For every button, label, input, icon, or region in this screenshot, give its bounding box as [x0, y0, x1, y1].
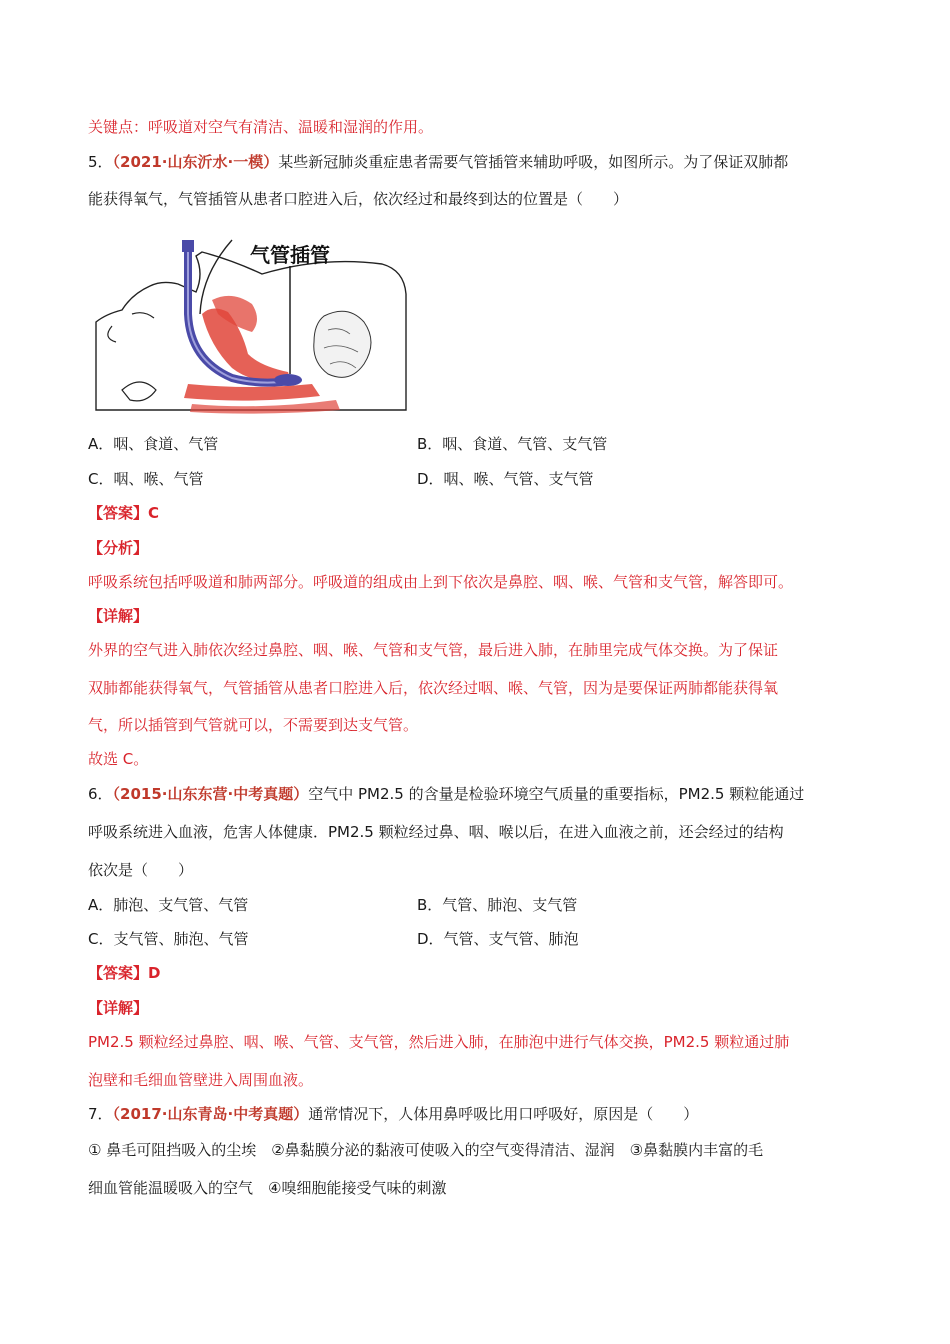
- q6-answer: [88, 963, 160, 983]
- q7-stem-line2: ① 鼻毛可阻挡吸入的尘埃 ②鼻黏膜分泌的黏液可使吸入的空气变得清洁、湿润 ③鼻黏膜内丰富的毛: [88, 1141, 764, 1159]
- q6-option-c: C．支气管、肺泡、气管: [88, 930, 249, 948]
- q5-analysis-text: 呼吸系统包括呼吸道和肺两部分。呼吸道的组成由上到下依次是鼻腔、咽、喉、气管和支气管，解答即可。: [88, 573, 794, 591]
- q7-number: 7．: [88, 1105, 113, 1123]
- q6-source: （2015·山东东营·中考真题）: [112, 785, 309, 803]
- q5-detail-line2: 双肺都能获得氧气，气管插管从患者口腔进入后，依次经过咽、喉、气管，因为是要保证两肺都能获得氧: [88, 679, 779, 697]
- intubation-figure: [92, 234, 408, 416]
- q6-stem-line2: 呼吸系统进入血液，危害人体健康．PM2.5 颗粒经过鼻、咽、喉以后，在进入血液之前，还会经过的结构: [88, 823, 784, 841]
- q7-stem-line3: 细血管能温暖吸入的空气 ④嗅细胞能接受气味的刺激: [88, 1179, 447, 1197]
- q6-detail-line2: 泡壁和毛细血管壁进入周围血液。: [88, 1071, 314, 1089]
- q6-option-d: D．气管、支气管、肺泡: [417, 930, 579, 948]
- q5-option-c: C．咽、喉、气管: [88, 470, 204, 488]
- q5-answer-value: C: [148, 504, 160, 522]
- q7-stem-text1: 通常情况下，人体用鼻呼吸比用口呼吸好，原因是（ ）: [308, 1105, 699, 1123]
- q6-option-a: A．肺泡、支气管、气管: [88, 896, 249, 914]
- q7-source: （2017·山东青岛·中考真题）: [112, 1105, 309, 1123]
- tube-cuff: [274, 374, 302, 386]
- q5-source: （2021·山东沂水·一模）: [112, 153, 279, 171]
- q6-stem-line3: 依次是（ ）: [88, 861, 194, 879]
- q5-stem-line1: [88, 152, 788, 172]
- q7-stem-line1: [88, 1104, 698, 1124]
- q6-detail-line1: PM2.5 颗粒经过鼻腔、咽、喉、气管、支气管，然后进入肺，在肺泡中进行气体交换，PM2.5 颗粒通过肺: [88, 1033, 790, 1051]
- q6-option-b: B．气管、肺泡、支气管: [417, 896, 578, 914]
- q5-analysis-tag: 【分析】: [88, 539, 149, 557]
- q5-stem-line2: 能获得氧气，气管插管从患者口腔进入后，依次经过和最终到达的位置是（ ）: [88, 190, 629, 208]
- q5-conclusion: 故选 C。: [88, 750, 149, 768]
- q6-stem-line1: [88, 784, 804, 804]
- q5-detail-tag: 【详解】: [88, 607, 149, 625]
- q5-answer: [88, 503, 159, 523]
- q6-detail-tag: 【详解】: [88, 999, 149, 1017]
- q5-number: 5．: [88, 153, 113, 171]
- q6-number: 6．: [88, 785, 113, 803]
- q5-option-d: D．咽、喉、气管、支气管: [417, 470, 594, 488]
- q5-option-a: A．咽、食道、气管: [88, 435, 219, 453]
- q6-stem-text1: 空气中 PM2.5 的含量是检验环境空气质量的重要指标，PM2.5 颗粒能通过: [308, 785, 805, 803]
- q6-answer-tag: 【答案】: [88, 964, 149, 982]
- q5-stem-text1: 某些新冠肺炎重症患者需要气管插管来辅助呼吸，如图所示。为了保证双肺都: [278, 153, 789, 171]
- q5-answer-tag: 【答案】: [88, 504, 149, 522]
- q5-detail-line3: 气，所以插管到气管就可以，不需要到达支气管。: [88, 716, 419, 734]
- key-point: 关键点：呼吸道对空气有清洁、温暖和湿润的作用。: [88, 118, 434, 136]
- q6-answer-value: D: [148, 964, 161, 982]
- q5-detail-line1: 外界的空气进入肺依次经过鼻腔、咽、喉、气管和支气管，最后进入肺，在肺里完成气体交换。为了保证: [88, 641, 779, 659]
- q5-option-b: B．咽、食道、气管、支气管: [417, 435, 608, 453]
- tube-connector: [182, 240, 194, 252]
- figure-label: 气管插管: [250, 243, 330, 267]
